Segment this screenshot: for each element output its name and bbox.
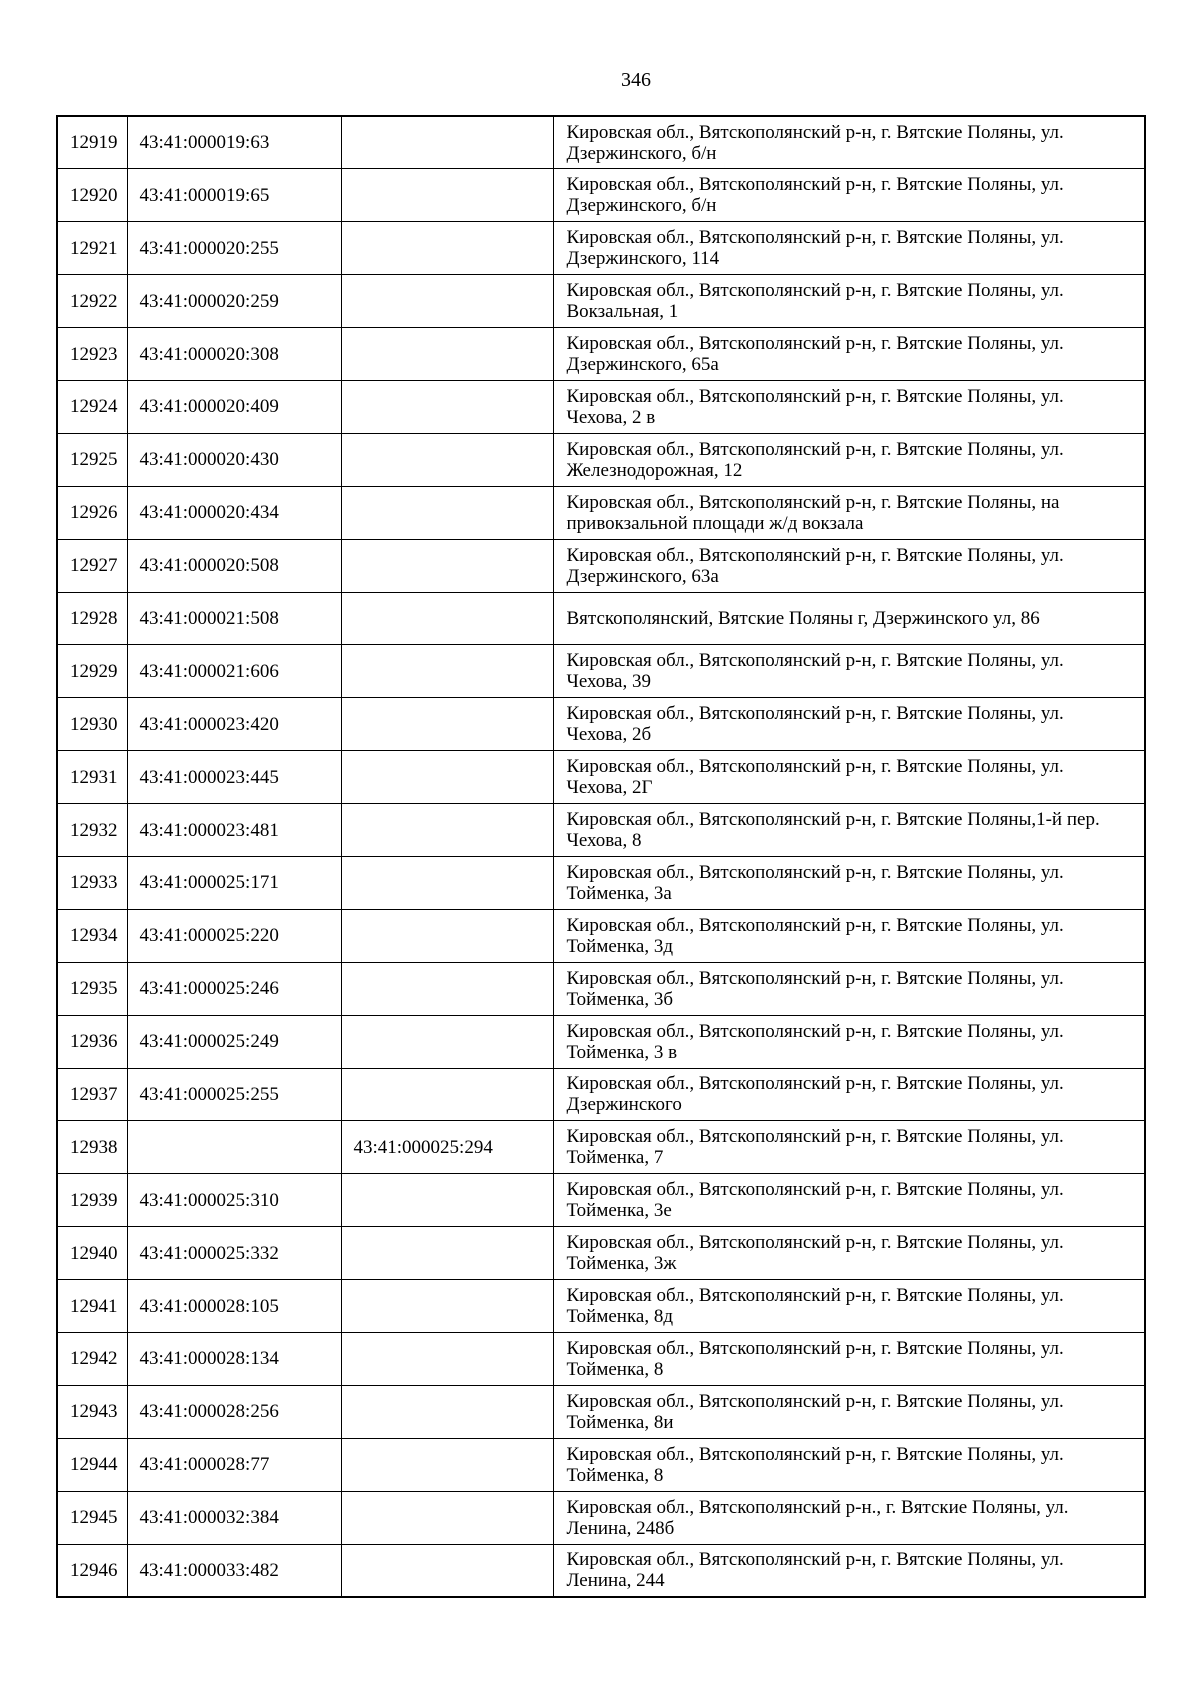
row-number-cell: 12945 (57, 1491, 127, 1544)
address-cell: Кировская обл., Вятскополянский р-н, г. Вятские Поляны, ул. Тойменка, 8и (553, 1385, 1145, 1438)
row-number-cell: 12934 (57, 909, 127, 962)
address-cell: Кировская обл., Вятскополянский р-н, г. Вятские Поляны, ул. Тойменка, 8 (553, 1438, 1145, 1491)
cadastral-number-alt-cell (341, 380, 553, 433)
address-cell: Кировская обл., Вятскополянский р-н, г. Вятские Поляны, ул. Тойменка, 3е (553, 1174, 1145, 1227)
table-row (57, 169, 1145, 222)
row-number-cell: 12942 (57, 1332, 127, 1385)
cadastral-number-alt-cell (341, 1385, 553, 1438)
row-number-cell: 12933 (57, 856, 127, 909)
cadastral-number-alt-cell (341, 751, 553, 804)
cadastral-number-alt-cell (341, 433, 553, 486)
cadastral-number-alt-cell (341, 1280, 553, 1333)
address-cell: Вятскополянский, Вятские Поляны г, Дзержинского ул, 86 (553, 592, 1145, 645)
row-number-cell: 12936 (57, 1015, 127, 1068)
cadastral-number-alt-cell (341, 1068, 553, 1121)
cadastral-number-cell: 43:41:000020:308 (127, 328, 341, 381)
row-number-cell: 12940 (57, 1227, 127, 1280)
address-cell: Кировская обл., Вятскополянский р-н, г. Вятские Поляны, ул. Тойменка, 8 (553, 1332, 1145, 1385)
address-cell: Кировская обл., Вятскополянский р-н, г. Вятские Поляны, ул. Тойменка, 8д (553, 1280, 1145, 1333)
cadastral-number-cell (127, 1121, 341, 1174)
table-row (57, 751, 1145, 804)
address-cell: Кировская обл., Вятскополянский р-н, г. Вятские Поляны, ул. Вокзальная, 1 (553, 275, 1145, 328)
address-cell: Кировская обл., Вятскополянский р-н, г. Вятские Поляны, ул. Ленина, 244 (553, 1544, 1145, 1597)
address-cell: Кировская обл., Вятскополянский р-н, г. Вятские Поляны, ул. Железнодорожная, 12 (553, 433, 1145, 486)
cadastral-number-cell: 43:41:000025:310 (127, 1174, 341, 1227)
cadastral-number-cell: 43:41:000028:77 (127, 1438, 341, 1491)
row-number-cell: 12928 (57, 592, 127, 645)
table-row (57, 909, 1145, 962)
cadastral-number-alt-cell (341, 856, 553, 909)
table-row (57, 1174, 1145, 1227)
cadastral-number-alt-cell (341, 1544, 553, 1597)
cadastral-number-alt-cell (341, 328, 553, 381)
table-row (57, 962, 1145, 1015)
row-number-cell: 12941 (57, 1280, 127, 1333)
address-cell: Кировская обл., Вятскополянский р-н, г. Вятские Поляны, ул. Дзержинского, 114 (553, 222, 1145, 275)
table-row (57, 1385, 1145, 1438)
row-number-cell: 12944 (57, 1438, 127, 1491)
table-row (57, 275, 1145, 328)
cadastral-number-alt-cell (341, 909, 553, 962)
address-cell: Кировская обл., Вятскополянский р-н, г. Вятские Поляны, ул. Тойменка, 3д (553, 909, 1145, 962)
table-row (57, 1491, 1145, 1544)
table-row (57, 645, 1145, 698)
address-cell: Кировская обл., Вятскополянский р-н, г. Вятские Поляны, ул. Дзержинского, 65а (553, 328, 1145, 381)
address-cell: Кировская обл., Вятскополянский р-н., г. Вятские Поляны, ул. Ленина, 248б (553, 1491, 1145, 1544)
table-row (57, 1227, 1145, 1280)
row-number-cell: 12943 (57, 1385, 127, 1438)
cadastral-number-cell: 43:41:000020:259 (127, 275, 341, 328)
cadastral-number-alt-cell (341, 592, 553, 645)
cadastral-number-cell: 43:41:000028:134 (127, 1332, 341, 1385)
cadastral-number-cell: 43:41:000025:255 (127, 1068, 341, 1121)
row-number-cell: 12923 (57, 328, 127, 381)
table-row (57, 433, 1145, 486)
address-cell: Кировская обл., Вятскополянский р-н, г. Вятские Поляны, ул. Дзержинского, б/н (553, 116, 1145, 169)
address-cell: Кировская обл., Вятскополянский р-н, г. Вятские Поляны, ул. Дзержинского, б/н (553, 169, 1145, 222)
address-cell: Кировская обл., Вятскополянский р-н, г. Вятские Поляны,1-й пер. Чехова, 8 (553, 804, 1145, 857)
registry-table (56, 115, 1146, 1598)
registry-table-body (57, 116, 1145, 1597)
cadastral-number-cell: 43:41:000028:256 (127, 1385, 341, 1438)
row-number-cell: 12946 (57, 1544, 127, 1597)
table-row (57, 328, 1145, 381)
cadastral-number-alt-cell: 43:41:000025:294 (341, 1121, 553, 1174)
address-cell: Кировская обл., Вятскополянский р-н, г. Вятские Поляны, ул. Чехова, 2 в (553, 380, 1145, 433)
row-number-cell: 12925 (57, 433, 127, 486)
cadastral-number-alt-cell (341, 222, 553, 275)
cadastral-number-alt-cell (341, 539, 553, 592)
cadastral-number-alt-cell (341, 116, 553, 169)
table-row (57, 222, 1145, 275)
address-cell: Кировская обл., Вятскополянский р-н, г. Вятские Поляны, ул. Тойменка, 7 (553, 1121, 1145, 1174)
cadastral-number-cell: 43:41:000021:606 (127, 645, 341, 698)
cadastral-number-cell: 43:41:000023:481 (127, 804, 341, 857)
cadastral-number-alt-cell (341, 1332, 553, 1385)
address-cell: Кировская обл., Вятскополянский р-н, г. Вятские Поляны, ул. Чехова, 39 (553, 645, 1145, 698)
table-row (57, 804, 1145, 857)
address-cell: Кировская обл., Вятскополянский р-н, г. Вятские Поляны, ул. Дзержинского, 63а (553, 539, 1145, 592)
cadastral-number-alt-cell (341, 486, 553, 539)
address-cell: Кировская обл., Вятскополянский р-н, г. Вятские Поляны, ул. Дзержинского (553, 1068, 1145, 1121)
row-number-cell: 12939 (57, 1174, 127, 1227)
cadastral-number-cell: 43:41:000025:332 (127, 1227, 341, 1280)
cadastral-number-cell: 43:41:000023:420 (127, 698, 341, 751)
cadastral-number-alt-cell (341, 698, 553, 751)
page-number: 346 (621, 69, 651, 91)
cadastral-number-cell: 43:41:000033:482 (127, 1544, 341, 1597)
address-cell: Кировская обл., Вятскополянский р-н, г. Вятские Поляны, ул. Чехова, 2б (553, 698, 1145, 751)
address-cell: Кировская обл., Вятскополянский р-н, г. Вятские Поляны, ул. Тойменка, 3а (553, 856, 1145, 909)
table-row (57, 1544, 1145, 1597)
address-cell: Кировская обл., Вятскополянский р-н, г. Вятские Поляны, на привокзальной площади ж/д вокзала (553, 486, 1145, 539)
table-row (57, 592, 1145, 645)
address-cell: Кировская обл., Вятскополянский р-н, г. Вятские Поляны, ул. Тойменка, 3ж (553, 1227, 1145, 1280)
table-row (57, 116, 1145, 169)
row-number-cell: 12920 (57, 169, 127, 222)
cadastral-number-alt-cell (341, 1174, 553, 1227)
row-number-cell: 12931 (57, 751, 127, 804)
cadastral-number-alt-cell (341, 1491, 553, 1544)
table-row (57, 1280, 1145, 1333)
row-number-cell: 12921 (57, 222, 127, 275)
row-number-cell: 12929 (57, 645, 127, 698)
cadastral-number-alt-cell (341, 275, 553, 328)
table-row (57, 1121, 1145, 1174)
cadastral-number-alt-cell (341, 804, 553, 857)
cadastral-number-cell: 43:41:000020:409 (127, 380, 341, 433)
cadastral-number-cell: 43:41:000019:63 (127, 116, 341, 169)
cadastral-number-alt-cell (341, 1015, 553, 1068)
row-number-cell: 12937 (57, 1068, 127, 1121)
table-row (57, 539, 1145, 592)
table-row (57, 1438, 1145, 1491)
row-number-cell: 12938 (57, 1121, 127, 1174)
cadastral-number-alt-cell (341, 962, 553, 1015)
cadastral-number-cell: 43:41:000020:255 (127, 222, 341, 275)
cadastral-number-cell: 43:41:000025:171 (127, 856, 341, 909)
row-number-cell: 12922 (57, 275, 127, 328)
table-row (57, 698, 1145, 751)
cadastral-number-cell: 43:41:000021:508 (127, 592, 341, 645)
table-row (57, 1068, 1145, 1121)
cadastral-number-cell: 43:41:000028:105 (127, 1280, 341, 1333)
address-cell: Кировская обл., Вятскополянский р-н, г. Вятские Поляны, ул. Тойменка, 3б (553, 962, 1145, 1015)
cadastral-number-alt-cell (341, 645, 553, 698)
cadastral-number-alt-cell (341, 1438, 553, 1491)
cadastral-number-alt-cell (341, 169, 553, 222)
cadastral-number-cell: 43:41:000025:249 (127, 1015, 341, 1068)
cadastral-number-cell: 43:41:000023:445 (127, 751, 341, 804)
address-cell: Кировская обл., Вятскополянский р-н, г. Вятские Поляны, ул. Тойменка, 3 в (553, 1015, 1145, 1068)
cadastral-number-cell: 43:41:000020:430 (127, 433, 341, 486)
cadastral-number-cell: 43:41:000032:384 (127, 1491, 341, 1544)
cadastral-number-cell: 43:41:000019:65 (127, 169, 341, 222)
cadastral-number-cell: 43:41:000020:508 (127, 539, 341, 592)
table-row (57, 380, 1145, 433)
table-row (57, 1015, 1145, 1068)
cadastral-number-cell: 43:41:000025:220 (127, 909, 341, 962)
table-row (57, 486, 1145, 539)
cadastral-number-cell: 43:41:000025:246 (127, 962, 341, 1015)
row-number-cell: 12927 (57, 539, 127, 592)
row-number-cell: 12930 (57, 698, 127, 751)
row-number-cell: 12926 (57, 486, 127, 539)
address-cell: Кировская обл., Вятскополянский р-н, г. Вятские Поляны, ул. Чехова, 2Г (553, 751, 1145, 804)
row-number-cell: 12935 (57, 962, 127, 1015)
table-row (57, 856, 1145, 909)
row-number-cell: 12919 (57, 116, 127, 169)
row-number-cell: 12932 (57, 804, 127, 857)
row-number-cell: 12924 (57, 380, 127, 433)
cadastral-number-cell: 43:41:000020:434 (127, 486, 341, 539)
table-row (57, 1332, 1145, 1385)
cadastral-number-alt-cell (341, 1227, 553, 1280)
